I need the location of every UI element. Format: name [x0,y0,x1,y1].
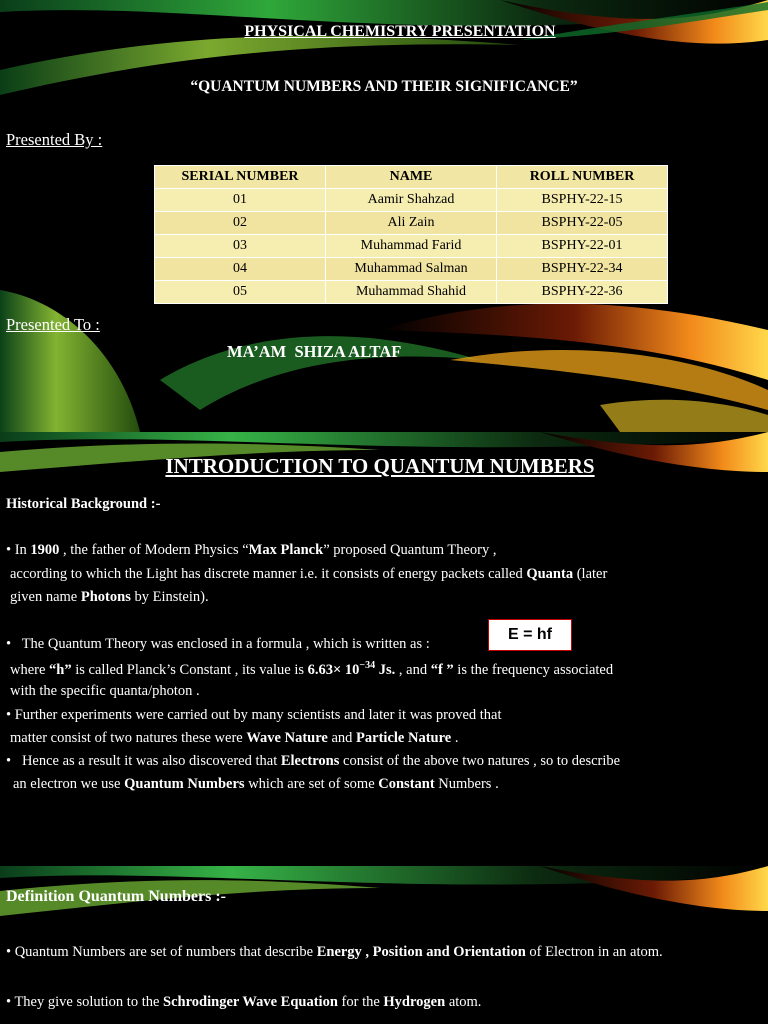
equation-box: E = hf [488,619,572,651]
cell-roll: BSPHY-22-36 [497,281,668,304]
slide-2 [0,432,768,866]
slide-1 [0,0,768,432]
presented-to-label: Presented To : [6,315,100,334]
presentation-subtitle: “QUANTUM NUMBERS AND THEIR SIGNIFICANCE” [190,78,578,95]
definition-heading: Definition Quantum Numbers :- [6,888,227,905]
header-roll-number: ROLL NUMBER [497,166,668,189]
slide-2-title: INTRODUCTION TO QUANTUM NUMBERS [165,454,595,478]
cell-serial: 01 [155,189,326,212]
header-name: NAME [326,166,497,189]
cell-roll: BSPHY-22-05 [497,212,668,235]
cell-serial: 03 [155,235,326,258]
bullet-3-line-1: • Further experiments were carried out by many scientists and later it was proved that [6,707,502,723]
table-row [155,189,668,212]
teacher-name: MA’AM SHIZA ALTAF [227,342,402,361]
cell-name: Ali Zain [326,212,497,235]
table-header-row [155,166,668,189]
cell-name: Aamir Shahzad [326,189,497,212]
table-row [155,212,668,235]
cell-serial: 02 [155,212,326,235]
section-heading-historical: Historical Background :- [6,496,161,512]
cell-serial: 04 [155,258,326,281]
student-table [154,165,668,304]
cell-name: Muhammad Shahid [326,281,497,304]
definition-bullet-1: • Quantum Numbers are set of numbers that describe Energy , Position and Orientation of Electron in an atom. [6,944,663,960]
definition-bullet-2: • They give solution to the Schrodinger Wave Equation for the Hydrogen atom. [6,994,482,1010]
table-row [155,258,668,281]
bullet-1-line-3: given name Photons by Einstein). [10,589,209,605]
bullet-1-line-2: according to which the Light has discrete manner i.e. it consists of energy packets called Quanta (later [10,566,608,582]
bullet-1-line-1: • In 1900 , the father of Modern Physics “Max Planck” proposed Quantum Theory , [6,542,497,558]
cell-roll: BSPHY-22-15 [497,189,668,212]
cell-serial: 05 [155,281,326,304]
table-row [155,235,668,258]
cell-roll: BSPHY-22-34 [497,258,668,281]
bullet-2-line-3: with the specific quanta/photon . [10,683,200,699]
presented-by-label: Presented By : [6,130,103,149]
bullet-2-line-2: where “h” is called Planck’s Constant , its value is $6.63\times 10^{-34}$ Js. , and “f ” is the frequency associated [10,660,614,678]
header-serial-number: SERIAL NUMBER [155,166,326,189]
bullet-4-line-1: • Hence as a result it was also discovered that Electrons consist of the above two natures , so to describe [6,753,621,769]
slide-3 [0,866,768,1024]
bullet-2-line-1: • The Quantum Theory was enclosed in a formula , which is written as : [6,636,430,652]
cell-name: Muhammad Salman [326,258,497,281]
presentation-title: PHYSICAL CHEMISTRY PRESENTATION [244,23,556,40]
cell-name: Muhammad Farid [326,235,497,258]
bullet-4-line-2: an electron we use Quantum Numbers which are set of some Constant Numbers . [13,776,499,792]
cell-roll: BSPHY-22-01 [497,235,668,258]
bullet-3-line-2: matter consist of two natures these were Wave Nature and Particle Nature . [10,730,459,746]
table-row [155,281,668,304]
